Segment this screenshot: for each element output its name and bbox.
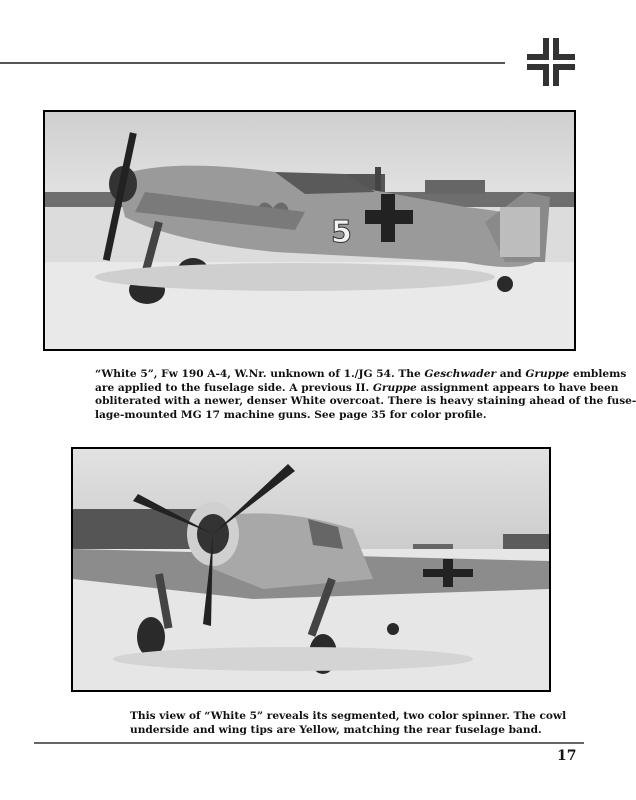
photo-caption-2: This view of “White 5” reveals its segmented, two color spinner. The cowl underside and wing tips are Yellow, matching the rear fuselage band. [130,710,567,736]
footer-rule [34,742,584,744]
photo-fw190-front-view [71,447,551,692]
header-rule [0,62,505,64]
photo-caption-1: “White 5”, Fw 190 A-4, W.Nr. unknown of 1./JG 54. The Geschwader and Gruppe emblems are applied to the fuselage side. A previous II. Gruppe assignment appears to have been obliterated with a newer, denser White overcoat. There is heavy staining ahead of the fuse- lage-mounted MG 17 machine guns. See page 35 for color profile. [95,368,636,421]
page-number: 17 [557,748,577,764]
aircraft-number-marking: 5 [331,215,352,250]
photo-fw190-side-view [43,110,576,351]
balkenkreuz-emblem-icon [527,38,575,86]
